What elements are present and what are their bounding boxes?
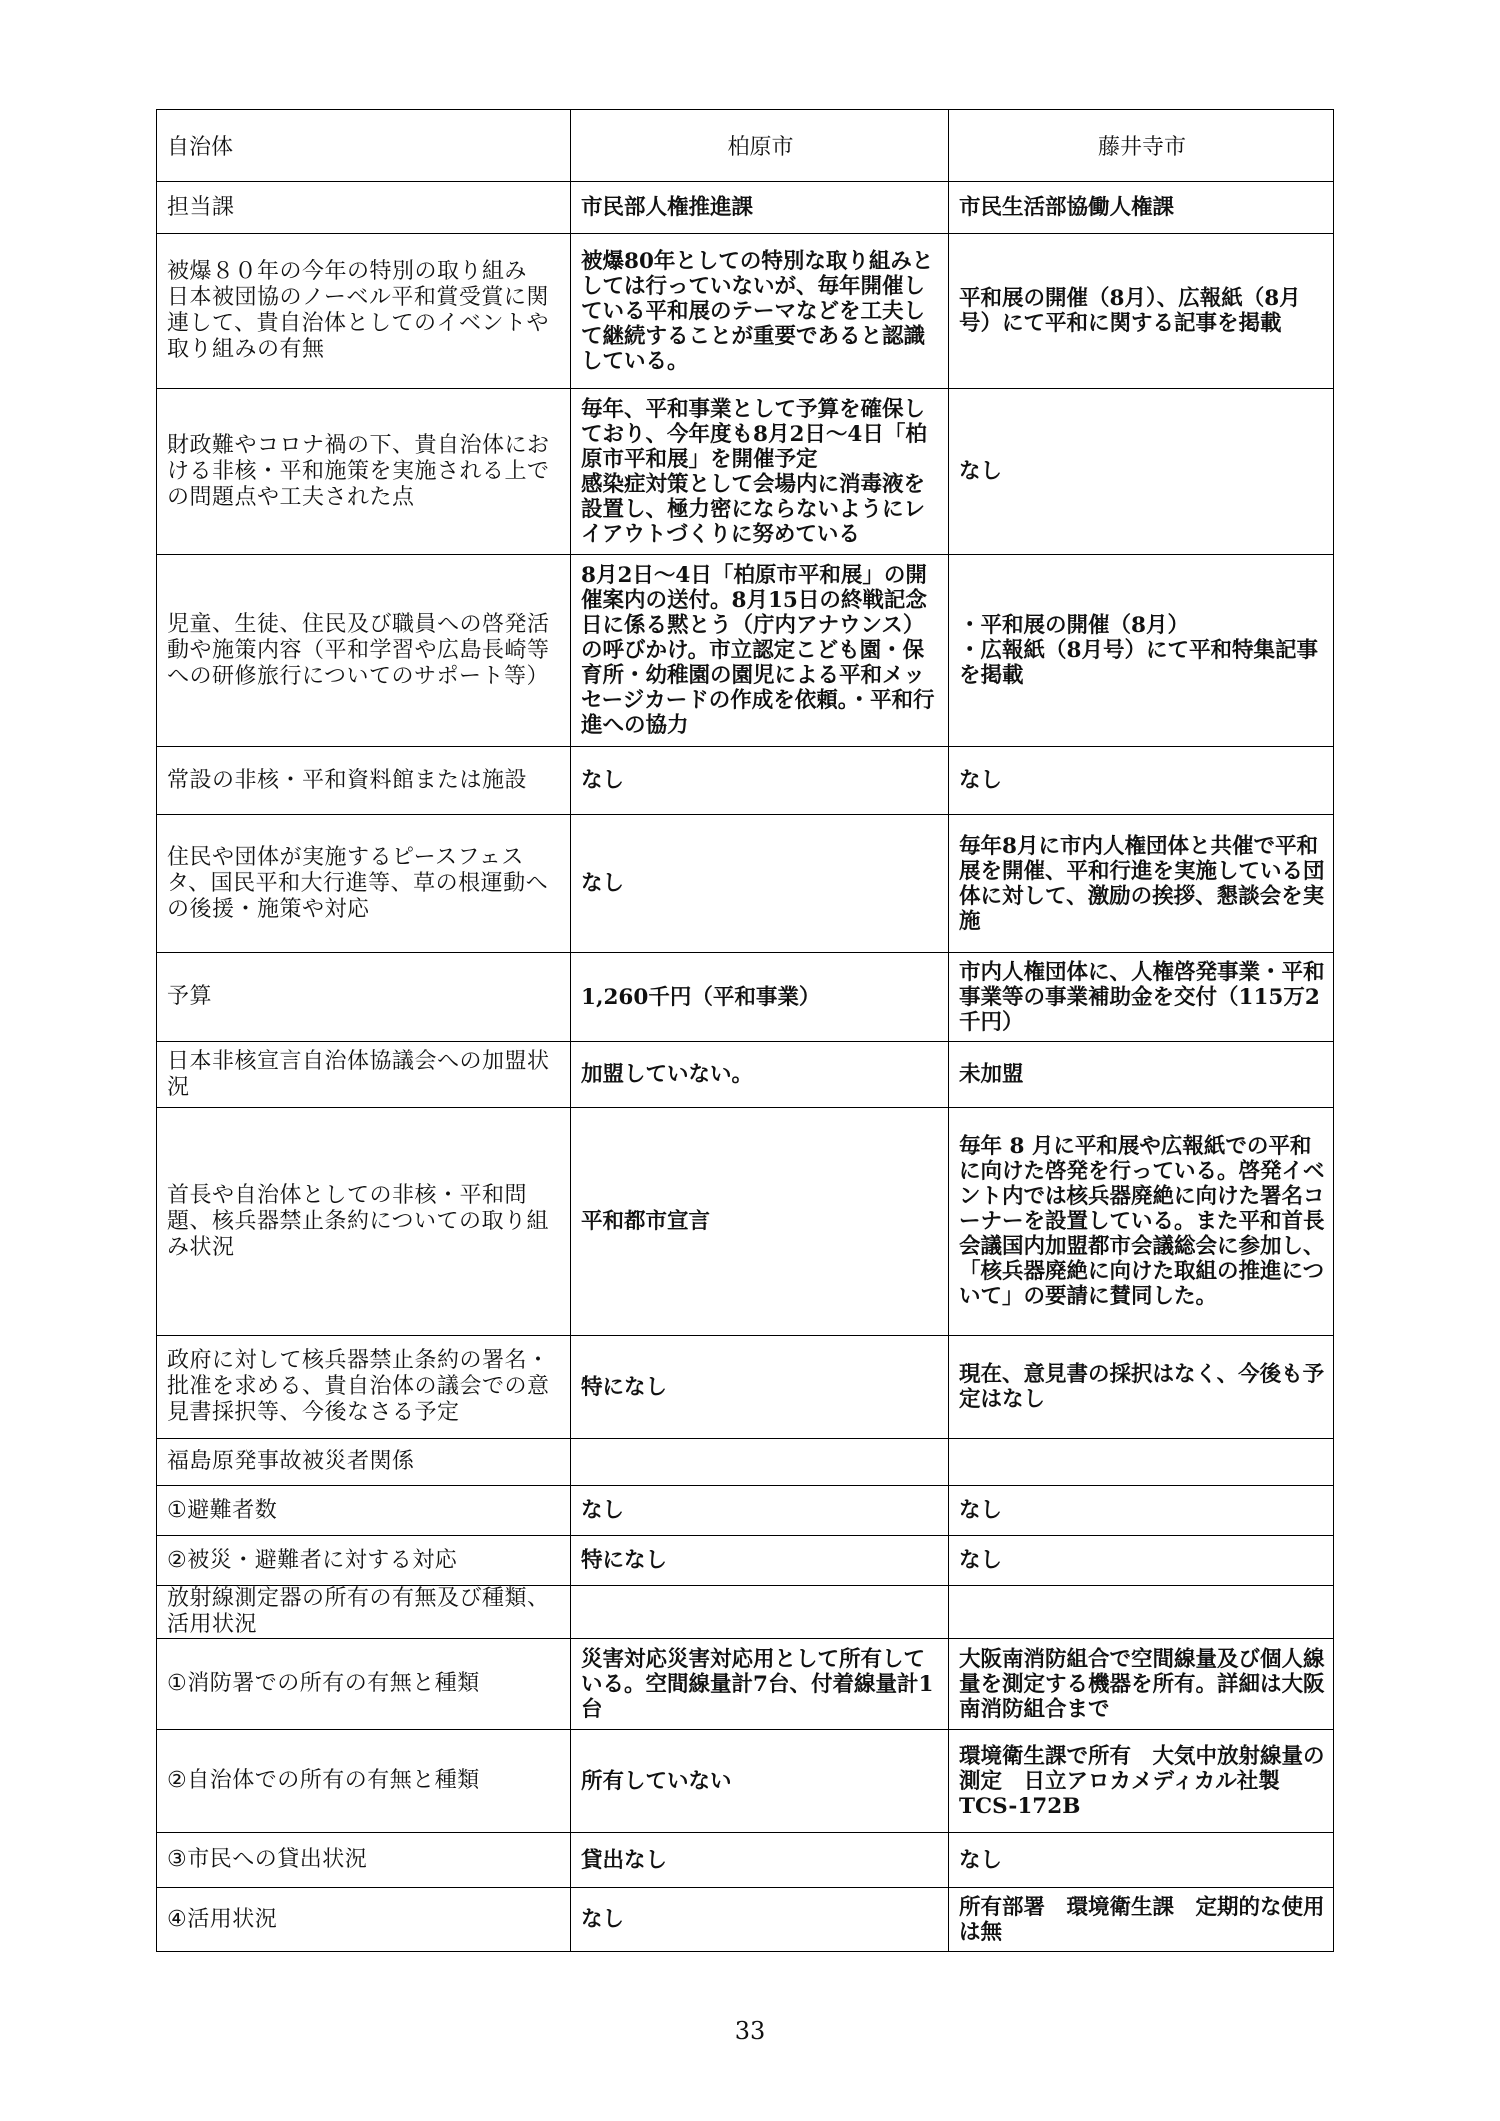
table-row (157, 1439, 1334, 1486)
fujiidera-value: なし (949, 389, 1334, 555)
fujiidera-value: なし (949, 1486, 1334, 1536)
kashiwara-value (571, 1439, 949, 1486)
kashiwara-value: 平和都市宣言 (571, 1108, 949, 1336)
kashiwara-value: 災害対応災害対応用として所有している。空間線量計7台、付着線量計1台 (571, 1639, 949, 1730)
kashiwara-value: 特になし (571, 1336, 949, 1439)
kashiwara-value: 貸出なし (571, 1833, 949, 1888)
row-label: 担当課 (157, 182, 571, 234)
row-label: ②自治体での所有の有無と種類 (157, 1730, 571, 1833)
table-row (157, 1833, 1334, 1888)
table-row (157, 1730, 1334, 1833)
fujiidera-value: 市民生活部協働人権課 (949, 182, 1334, 234)
row-label: 首長や自治体としての非核・平和問題、核兵器禁止条約についての取り組み状況 (157, 1108, 571, 1336)
fujiidera-value: なし (949, 1833, 1334, 1888)
row-label: 福島原発事故被災者関係 (157, 1439, 571, 1486)
fujiidera-value (949, 1586, 1334, 1639)
row-label: ①避難者数 (157, 1486, 571, 1536)
row-label: 放射線測定器の所有の有無及び種類、活用状況 (157, 1586, 571, 1639)
row-label: ④活用状況 (157, 1888, 571, 1952)
table-row (157, 815, 1334, 953)
row-label: ③市民への貸出状況 (157, 1833, 571, 1888)
fujiidera-value: なし (949, 1536, 1334, 1586)
table-row (157, 1536, 1334, 1586)
row-label: 政府に対して核兵器禁止条約の署名・批准を求める、貴自治体の議会での意見書採択等、今後なさる予定 (157, 1336, 571, 1439)
fujiidera-value: 毎年 8 月に平和展や広報紙での平和に向けた啓発を行っている。啓発イベント内では核兵器廃絶に向けた署名コーナーを設置している。また平和首長会議国内加盟都市会議総会に参加し、「核兵器廃絶に向けた取組の推進について」の要請に賛同した。 (949, 1108, 1334, 1336)
kashiwara-value: 特になし (571, 1536, 949, 1586)
fujiidera-value: ・平和展の開催（8月） ・広報紙（8月号）にて平和特集記事を掲載 (949, 555, 1334, 747)
fujiidera-value: 未加盟 (949, 1042, 1334, 1108)
fujiidera-value: 毎年8月に市内人権団体と共催で平和展を開催、平和行進を実施している団体に対して、激励の挨拶、懇談会を実施 (949, 815, 1334, 953)
fujiidera-value (949, 1439, 1334, 1486)
table-row (157, 1486, 1334, 1536)
fujiidera-value: 大阪南消防組合で空間線量及び個人線量を測定する機器を所有。詳細は大阪南消防組合まで (949, 1639, 1334, 1730)
survey-table (156, 109, 1334, 1952)
table-header-row (157, 110, 1334, 182)
kashiwara-value: 8月2日～4日「柏原市平和展」の開催案内の送付。8月15日の終戦記念日に係る黙とう（庁内アナウンス）の呼びかけ。市立認定こども園・保育所・幼稚園の園児による平和メッセージカードの作成を依頼。・平和行進への協力 (571, 555, 949, 747)
fujiidera-value: 所有部署 環境衛生課 定期的な使用は無 (949, 1888, 1334, 1952)
table-row (157, 1042, 1334, 1108)
row-label: 住民や団体が実施するピースフェスタ、国民平和大行進等、草の根運動への後援・施策や対応 (157, 815, 571, 953)
kashiwara-value: なし (571, 747, 949, 815)
kashiwara-value: なし (571, 1888, 949, 1952)
kashiwara-value: なし (571, 1486, 949, 1536)
fujiidera-value: 市内人権団体に、人権啓発事業・平和事業等の事業補助金を交付（115万2千円） (949, 953, 1334, 1042)
kashiwara-value: 加盟していない。 (571, 1042, 949, 1108)
table-row (157, 555, 1334, 747)
table-row (157, 953, 1334, 1042)
row-label: ②被災・避難者に対する対応 (157, 1536, 571, 1586)
kashiwara-value: 市民部人権推進課 (571, 182, 949, 234)
kashiwara-value: 被爆80年としての特別な取り組みとしては行っていないが、毎年開催している平和展のテーマなどを工夫して継続することが重要であると認識している。 (571, 234, 949, 389)
row-label: 被爆８０年の今年の特別の取り組み 日本被団協のノーベル平和賞受賞に関連して、貴自治体としてのイベントや取り組みの有無 (157, 234, 571, 389)
row-label: 児童、生徒、住民及び職員への啓発活動や施策内容（平和学習や広島長崎等への研修旅行についてのサポート等） (157, 555, 571, 747)
table-row (157, 1336, 1334, 1439)
table-row (157, 1108, 1334, 1336)
row-label: 日本非核宣言自治体協議会への加盟状況 (157, 1042, 571, 1108)
header-fujiidera: 藤井寺市 (949, 110, 1334, 182)
table-row (157, 182, 1334, 234)
row-label: 予算 (157, 953, 571, 1042)
fujiidera-value: 平和展の開催（8月）、広報紙（8月号）にて平和に関する記事を掲載 (949, 234, 1334, 389)
fujiidera-value: なし (949, 747, 1334, 815)
kashiwara-value: 1,260千円（平和事業） (571, 953, 949, 1042)
kashiwara-value: なし (571, 815, 949, 953)
kashiwara-value: 毎年、平和事業として予算を確保しており、今年度も8月2日～4日「柏原市平和展」を開催予定 感染症対策として会場内に消毒液を設置し、極力密にならないようにレイアウトづくりに努めている (571, 389, 949, 555)
page-number: 33 (734, 2017, 766, 2045)
row-label: ①消防署での所有の有無と種類 (157, 1639, 571, 1730)
table-row (157, 1639, 1334, 1730)
table-row (157, 234, 1334, 389)
table-row (157, 389, 1334, 555)
table-row (157, 1586, 1334, 1639)
fujiidera-value: 環境衛生課で所有 大気中放射線量の測定 日立アロカメディカル社製 TCS-172B (949, 1730, 1334, 1833)
header-municipality: 自治体 (157, 110, 571, 182)
fujiidera-value: 現在、意見書の採択はなく、今後も予定はなし (949, 1336, 1334, 1439)
row-label: 常設の非核・平和資料館または施設 (157, 747, 571, 815)
table-row (157, 1888, 1334, 1952)
kashiwara-value: 所有していない (571, 1730, 949, 1833)
table-row (157, 747, 1334, 815)
kashiwara-value (571, 1586, 949, 1639)
row-label: 財政難やコロナ禍の下、貴自治体における非核・平和施策を実施される上での問題点や工夫された点 (157, 389, 571, 555)
header-kashiwara: 柏原市 (571, 110, 949, 182)
